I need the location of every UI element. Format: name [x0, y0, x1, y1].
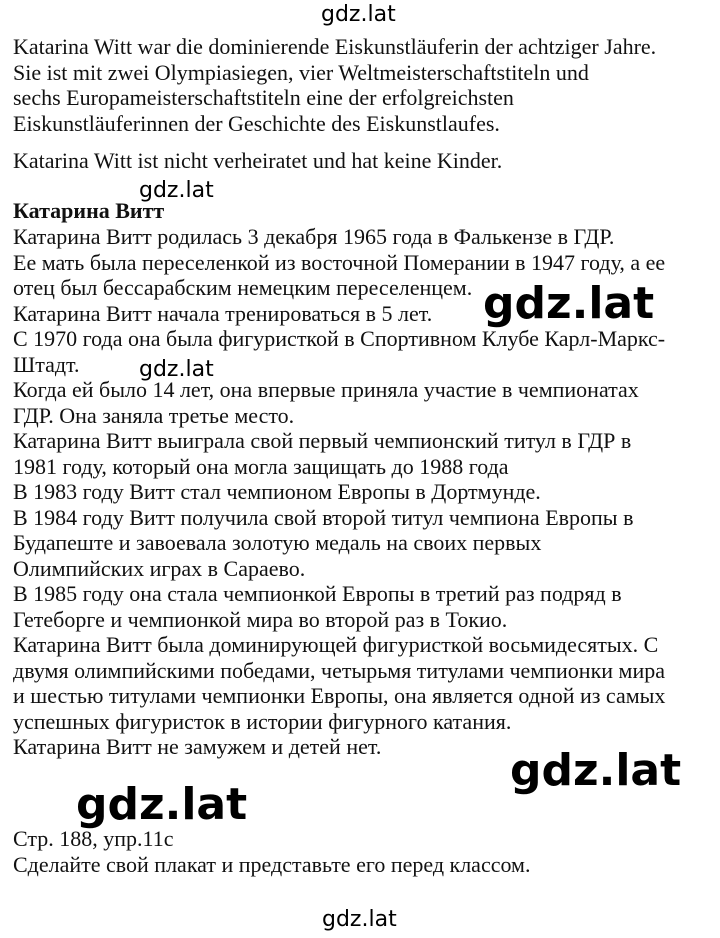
watermark-large-bottom-right: gdz.lat — [510, 745, 682, 796]
german-line: Katarina Witt war die dominierende Eiskunstläuferin der achtziger Jahre. — [13, 34, 657, 59]
german-paragraph — [13, 34, 656, 136]
russian-line: Катарина Витт начала тренироваться в 5 лет. — [13, 300, 433, 326]
russian-line: В 1984 году Витт получила свой второй титул чемпиона Европы в — [13, 504, 634, 530]
exercise-task: Сделайте свой плакат и представьте его перед классом. — [13, 852, 531, 877]
russian-line: ГДР. Она заняла третье место. — [13, 402, 295, 428]
russian-line: отец был бессарабским немецким переселенцем. — [13, 275, 473, 300]
russian-line: Будапеште и завоевала золотую медаль на своих первых — [13, 530, 542, 555]
russian-line: Штадт. — [13, 351, 80, 377]
russian-line: В 1983 году Витт стал чемпионом Европы в Дортмунде. — [13, 479, 541, 504]
russian-line: Ее мать была переселенкой из восточной Померании в 1947 году, а ее — [13, 249, 666, 275]
german-line: Eiskunstläuferinnen der Geschichte des Eiskunstlaufes. — [13, 110, 500, 136]
watermark-top: gdz.lat — [321, 2, 396, 27]
russian-line: успешных фигуристок в истории фигурного катания. — [13, 708, 512, 734]
russian-line: 1981 году, который она могла защищать до 1988 года — [13, 453, 509, 479]
russian-line: Гетеборге и чемпионкой мира во второй раз в Токио. — [13, 606, 508, 632]
russian-line: Катарина Витт была доминирующей фигуристкой восьмидесятых. С — [13, 632, 659, 657]
watermark-middle: gdz.lat — [139, 357, 214, 382]
watermark-bottom: gdz.lat — [322, 907, 397, 932]
russian-line: Катарина Витт родилась 3 декабря 1965 года в Фалькензе в ГДР. — [13, 224, 615, 249]
german-closing: Katarina Witt ist nicht verheiratet und hat keine Kinder. — [13, 148, 503, 173]
russian-line: и шестью титулами чемпионки Европы, она является одной из самых — [13, 683, 666, 708]
exercise-reference: Стр. 188, упр.11с — [13, 826, 174, 851]
watermark-large-bottom-left: gdz.lat — [76, 779, 248, 830]
watermark-after-german: gdz.lat — [139, 178, 214, 203]
russian-line: Катарина Витт выиграла свой первый чемпионский титул в ГДР в — [13, 428, 632, 453]
russian-heading: Катарина Витт — [13, 198, 165, 223]
russian-line: Когда ей было 14 лет, она впервые приняла участие в чемпионатах — [13, 377, 639, 402]
watermark-large-right: gdz.lat — [483, 278, 655, 329]
russian-line: Катарина Витт не замужем и детей нет. — [13, 734, 382, 759]
russian-line: В 1985 году она стала чемпионкой Европы в третий раз подряд в — [13, 581, 622, 606]
russian-line: С 1970 года она была фигуристкой в Спортивном Клубе Карл-Маркс- — [13, 326, 666, 351]
german-line: sechs Europameisterschaftstiteln eine der erfolgreichsten — [13, 85, 514, 110]
german-line: Sie ist mit zwei Olympiasiegen, vier Weltmeisterschaftstiteln und — [13, 59, 589, 85]
russian-line: Олимпийских играх в Сараево. — [13, 555, 306, 581]
russian-line: двумя олимпийскими победами, четырьмя титулами чемпионки мира — [13, 657, 665, 683]
